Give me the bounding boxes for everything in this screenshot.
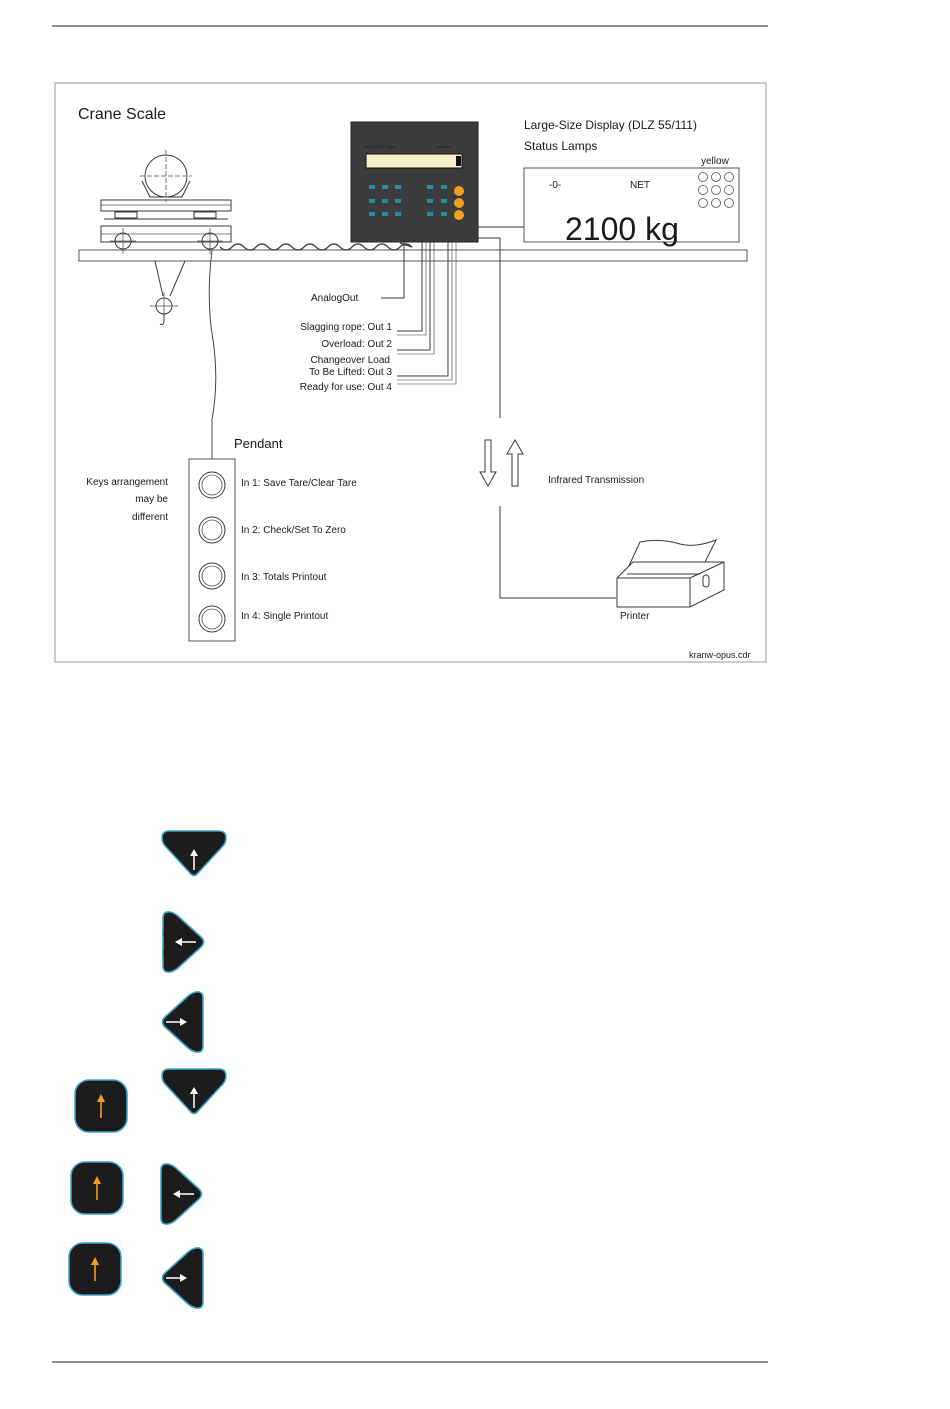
key-f1-f4-up-icon [162, 831, 226, 876]
terminal-brand: DISOMAT® Opus [364, 144, 396, 149]
lamp-color-label: yellow [701, 156, 729, 167]
terminal-lcd [366, 154, 462, 168]
svg-text:F3: F3 [186, 1029, 196, 1038]
load-cell-cable [220, 243, 412, 250]
out4-label: Ready for use: Out 4 [299, 382, 392, 393]
infrared-printer-link [500, 506, 616, 598]
svg-text:F4: F4 [197, 1076, 207, 1085]
pendant-input-4: In 4: Single Printout [241, 611, 329, 622]
key-f6-f3-right-shift-icon [163, 1248, 204, 1308]
pendant-note-line3: different [132, 512, 168, 523]
display-heading: Large-Size Display (DLZ 55/111) [524, 118, 697, 132]
printer-label: Printer [620, 611, 650, 622]
terminal-function-key-2 [454, 198, 464, 208]
pendant-title: Pendant [234, 436, 283, 451]
infrared-arrows-icon [480, 440, 523, 486]
svg-text:F6: F6 [186, 1263, 196, 1272]
svg-text:F1: F1 [177, 1076, 187, 1085]
analog-out-label: AnalogOut [311, 293, 359, 304]
pendant-input-2: In 2: Check/Set To Zero [241, 525, 346, 536]
terminal-printer-link [478, 238, 500, 418]
infrared-label: Infrared Transmission [548, 475, 645, 486]
pendant-note-line1: Keys arrangement [86, 477, 168, 488]
shift-key-2-icon [71, 1162, 123, 1214]
svg-text:F4: F4 [197, 839, 207, 848]
output-wires [381, 242, 456, 384]
pendant-note-line2: may be [135, 494, 168, 505]
display-weight: 2100 kg [565, 211, 679, 247]
pendant-cable [209, 250, 216, 459]
diagram-title: Crane Scale [78, 106, 167, 123]
key-f1-f4-up-shift-icon [162, 1069, 226, 1114]
out3-label-line2: To Be Lifted: Out 3 [309, 367, 392, 378]
svg-text:F1: F1 [178, 839, 188, 848]
pendant-input-1: In 1: Save Tare/Clear Tare [241, 478, 357, 489]
svg-text:F2: F2 [162, 1201, 172, 1210]
file-name-label: kranw-opus.cdr [689, 650, 751, 660]
crane-trolley-icon [101, 150, 231, 254]
large-size-display [524, 168, 739, 247]
terminal-function-key-3 [454, 210, 464, 220]
out3-label-line1: Changeover Load [310, 355, 390, 366]
pendant-input-3: In 3: Totals Printout [241, 572, 327, 583]
shift-key-1-icon [75, 1080, 127, 1132]
display-zero-indicator: -0- [549, 180, 562, 191]
pendant-box [189, 459, 235, 641]
svg-text:F5: F5 [162, 1181, 172, 1190]
terminal-function-key-1 [454, 186, 464, 196]
disomat-terminal [351, 122, 478, 242]
printer-icon [617, 540, 724, 607]
svg-text:F6: F6 [186, 1009, 196, 1018]
shift-key-3-icon [69, 1243, 121, 1295]
display-net-indicator: NET [630, 180, 650, 191]
key-f5-f2-left-icon [163, 912, 204, 972]
key-f5-f2-left-shift-icon [161, 1164, 202, 1224]
out2-label: Overload: Out 2 [321, 339, 392, 350]
key-f6-f3-right-icon [163, 992, 204, 1052]
terminal-maker: schenck [436, 144, 451, 149]
out1-label: Slagging rope: Out 1 [300, 322, 392, 333]
svg-text:F3: F3 [186, 1284, 196, 1293]
status-lamps-heading: Status Lamps [524, 139, 598, 153]
crane-rail [79, 250, 747, 261]
crane-hook-icon [150, 261, 185, 325]
svg-text:F5: F5 [163, 929, 173, 938]
svg-text:F2: F2 [163, 949, 173, 958]
